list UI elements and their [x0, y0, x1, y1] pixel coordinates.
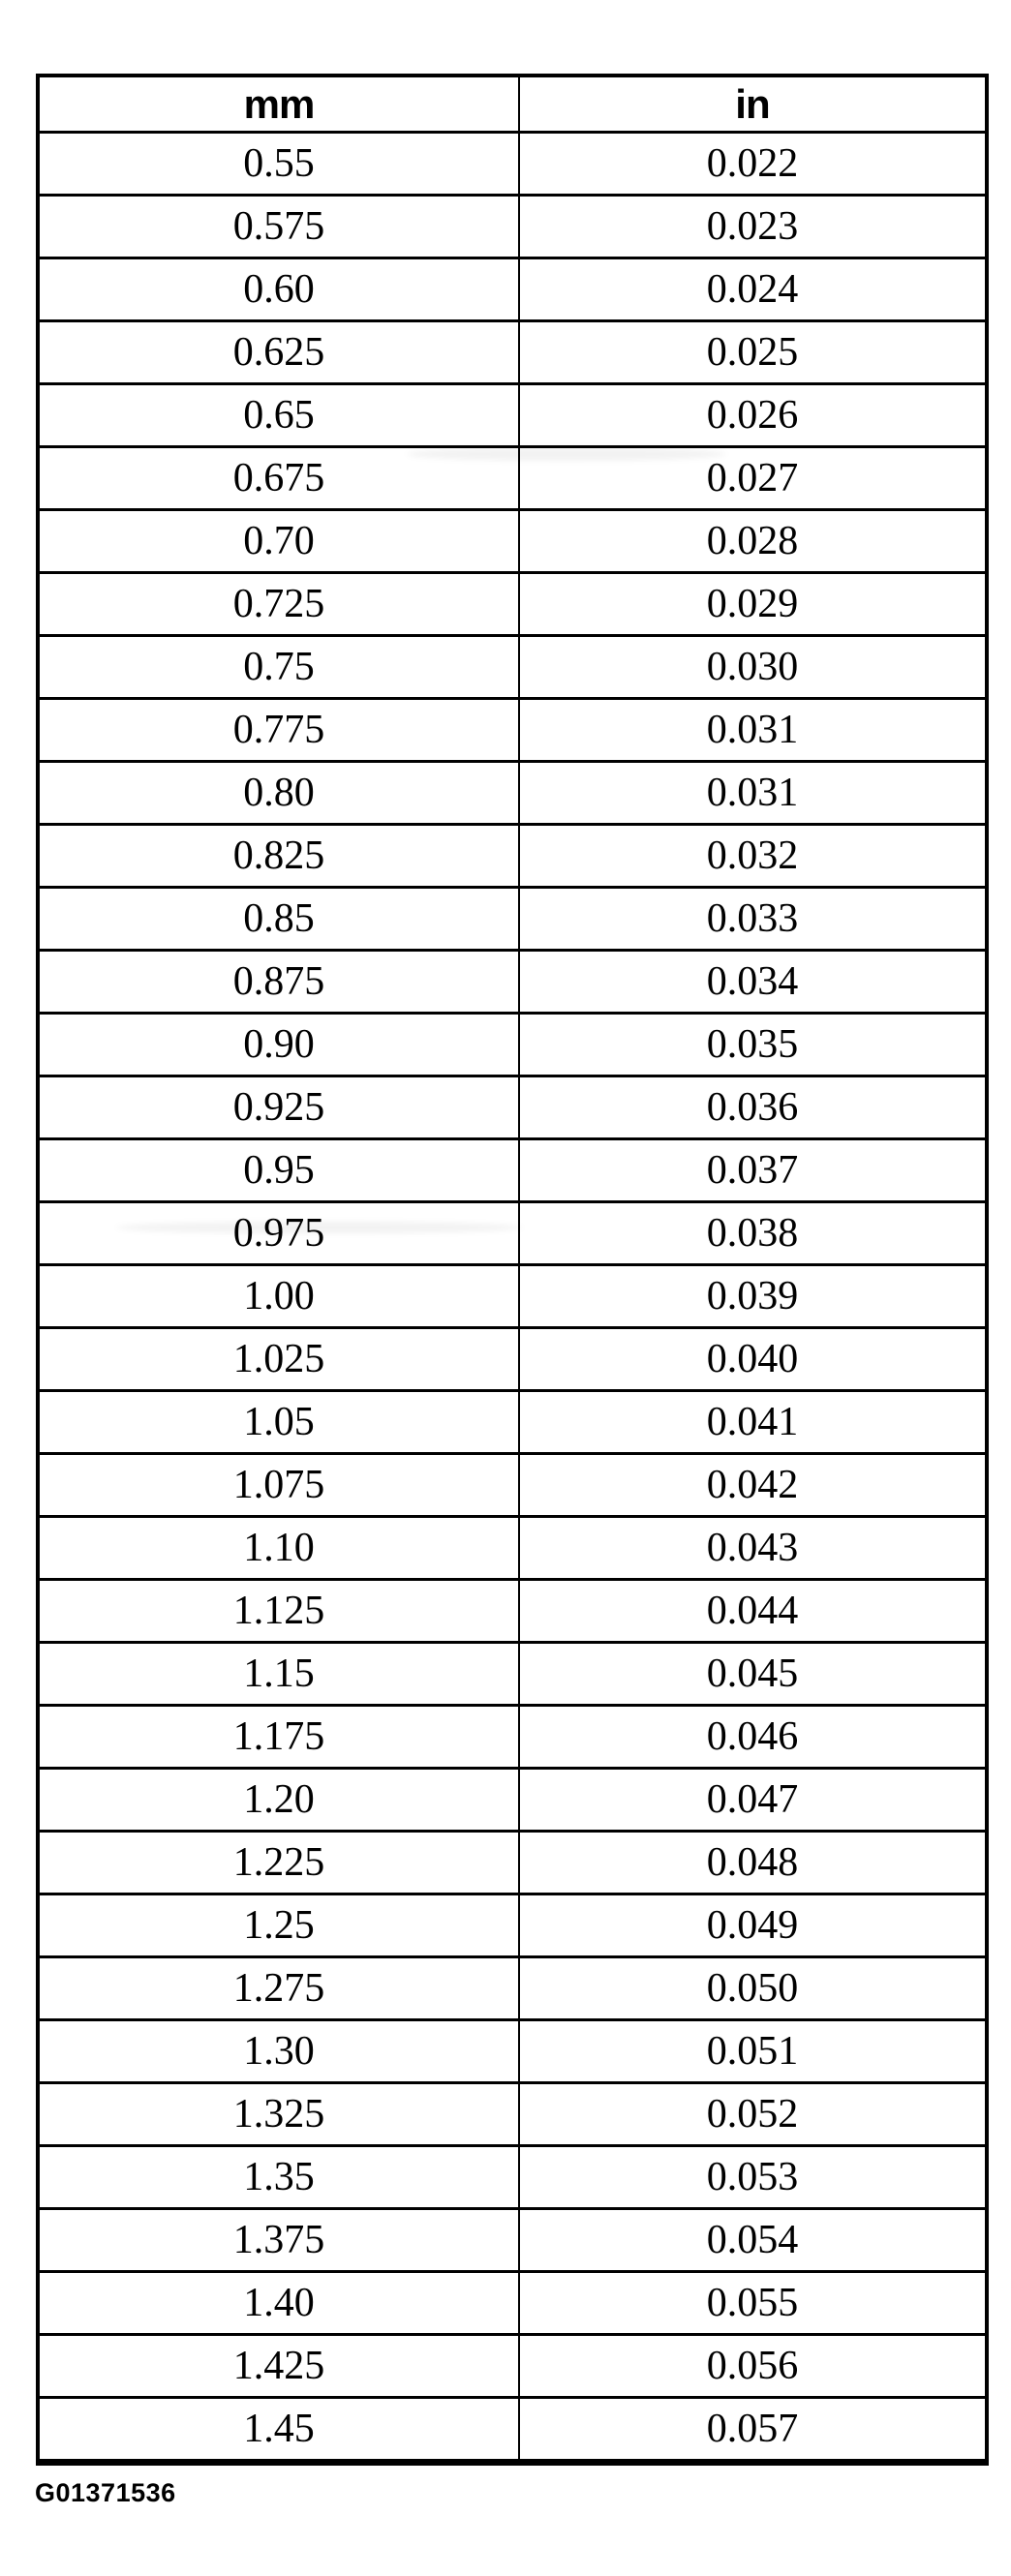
table-row — [38, 636, 987, 699]
mm-cell: 1.125 — [38, 1580, 519, 1643]
in-cell: 0.053 — [519, 2146, 987, 2209]
in-cell: 0.048 — [519, 1832, 987, 1894]
in-cell: 0.039 — [519, 1265, 987, 1328]
in-cell: 0.050 — [519, 1957, 987, 2020]
table-row — [38, 2146, 987, 2209]
mm-cell: 0.70 — [38, 510, 519, 573]
in-cell: 0.032 — [519, 825, 987, 888]
table-body — [38, 133, 987, 2463]
table-row — [38, 888, 987, 951]
mm-cell: 1.425 — [38, 2335, 519, 2398]
mm-cell: 1.225 — [38, 1832, 519, 1894]
table-row — [38, 1894, 987, 1957]
table-row — [38, 1391, 987, 1454]
table-row — [38, 1139, 987, 1202]
in-cell: 0.054 — [519, 2209, 987, 2272]
in-cell: 0.036 — [519, 1076, 987, 1139]
table-row — [38, 1076, 987, 1139]
in-cell: 0.026 — [519, 384, 987, 447]
mm-cell: 0.675 — [38, 447, 519, 510]
in-cell: 0.055 — [519, 2272, 987, 2335]
in-cell: 0.037 — [519, 1139, 987, 1202]
in-cell: 0.030 — [519, 636, 987, 699]
mm-cell: 1.05 — [38, 1391, 519, 1454]
mm-cell: 0.90 — [38, 1014, 519, 1076]
mm-cell: 1.275 — [38, 1957, 519, 2020]
in-cell: 0.052 — [519, 2083, 987, 2146]
mm-cell: 0.725 — [38, 573, 519, 636]
mm-cell: 0.975 — [38, 1202, 519, 1265]
in-cell: 0.022 — [519, 133, 987, 196]
table-row — [38, 1957, 987, 2020]
table-row — [38, 1454, 987, 1517]
in-cell: 0.035 — [519, 1014, 987, 1076]
mm-cell: 1.00 — [38, 1265, 519, 1328]
mm-to-inch-conversion-table — [36, 74, 989, 2466]
mm-cell: 0.75 — [38, 636, 519, 699]
mm-cell: 1.40 — [38, 2272, 519, 2335]
in-cell: 0.038 — [519, 1202, 987, 1265]
in-cell: 0.044 — [519, 1580, 987, 1643]
table-row — [38, 1643, 987, 1706]
mm-cell: 0.85 — [38, 888, 519, 951]
in-cell: 0.047 — [519, 1769, 987, 1832]
mm-cell: 1.45 — [38, 2398, 519, 2463]
mm-cell: 0.875 — [38, 951, 519, 1014]
table-row — [38, 1706, 987, 1769]
mm-cell: 1.30 — [38, 2020, 519, 2083]
table-row — [38, 447, 987, 510]
mm-cell: 0.775 — [38, 699, 519, 762]
mm-cell: 1.15 — [38, 1643, 519, 1706]
table-row — [38, 951, 987, 1014]
table-row — [38, 825, 987, 888]
in-cell: 0.033 — [519, 888, 987, 951]
table-row — [38, 573, 987, 636]
table-row — [38, 2020, 987, 2083]
mm-cell: 1.25 — [38, 1894, 519, 1957]
in-cell: 0.041 — [519, 1391, 987, 1454]
in-cell: 0.031 — [519, 699, 987, 762]
mm-cell: 1.375 — [38, 2209, 519, 2272]
mm-cell: 1.075 — [38, 1454, 519, 1517]
in-cell: 0.027 — [519, 447, 987, 510]
table-row — [38, 384, 987, 447]
in-cell: 0.046 — [519, 1706, 987, 1769]
mm-cell: 1.10 — [38, 1517, 519, 1580]
in-cell: 0.031 — [519, 762, 987, 825]
table-row — [38, 1517, 987, 1580]
table-row — [38, 2272, 987, 2335]
mm-cell: 1.025 — [38, 1328, 519, 1391]
table-row — [38, 1265, 987, 1328]
table-row — [38, 2398, 987, 2463]
table-row — [38, 1580, 987, 1643]
in-cell: 0.043 — [519, 1517, 987, 1580]
in-cell: 0.028 — [519, 510, 987, 573]
in-cell: 0.024 — [519, 258, 987, 321]
in-cell: 0.056 — [519, 2335, 987, 2398]
mm-cell: 0.65 — [38, 384, 519, 447]
table-row — [38, 1769, 987, 1832]
in-cell: 0.042 — [519, 1454, 987, 1517]
mm-cell: 0.80 — [38, 762, 519, 825]
mm-cell: 1.175 — [38, 1706, 519, 1769]
in-cell: 0.025 — [519, 321, 987, 384]
column-header-mm: mm — [38, 76, 519, 133]
table-row — [38, 1328, 987, 1391]
header-row — [38, 76, 987, 133]
in-cell: 0.045 — [519, 1643, 987, 1706]
table-row — [38, 1832, 987, 1894]
in-cell: 0.049 — [519, 1894, 987, 1957]
figure-id-label: G01371536 — [35, 2478, 176, 2507]
in-cell: 0.040 — [519, 1328, 987, 1391]
mm-cell: 0.925 — [38, 1076, 519, 1139]
mm-cell: 0.625 — [38, 321, 519, 384]
in-cell: 0.034 — [519, 951, 987, 1014]
mm-cell: 0.825 — [38, 825, 519, 888]
table-row — [38, 321, 987, 384]
column-header-in: in — [519, 76, 987, 133]
table-row — [38, 1202, 987, 1265]
table-row — [38, 510, 987, 573]
table-row — [38, 258, 987, 321]
table-row — [38, 2083, 987, 2146]
table-row — [38, 196, 987, 258]
mm-cell: 1.35 — [38, 2146, 519, 2209]
mm-cell: 0.60 — [38, 258, 519, 321]
mm-cell: 1.325 — [38, 2083, 519, 2146]
table-row — [38, 133, 987, 196]
mm-cell: 0.575 — [38, 196, 519, 258]
table-row — [38, 1014, 987, 1076]
in-cell: 0.057 — [519, 2398, 987, 2463]
table-row — [38, 2209, 987, 2272]
in-cell: 0.023 — [519, 196, 987, 258]
in-cell: 0.051 — [519, 2020, 987, 2083]
mm-cell: 0.95 — [38, 1139, 519, 1202]
mm-cell: 1.20 — [38, 1769, 519, 1832]
table-row — [38, 2335, 987, 2398]
table-row — [38, 699, 987, 762]
in-cell: 0.029 — [519, 573, 987, 636]
mm-cell: 0.55 — [38, 133, 519, 196]
table-row — [38, 762, 987, 825]
